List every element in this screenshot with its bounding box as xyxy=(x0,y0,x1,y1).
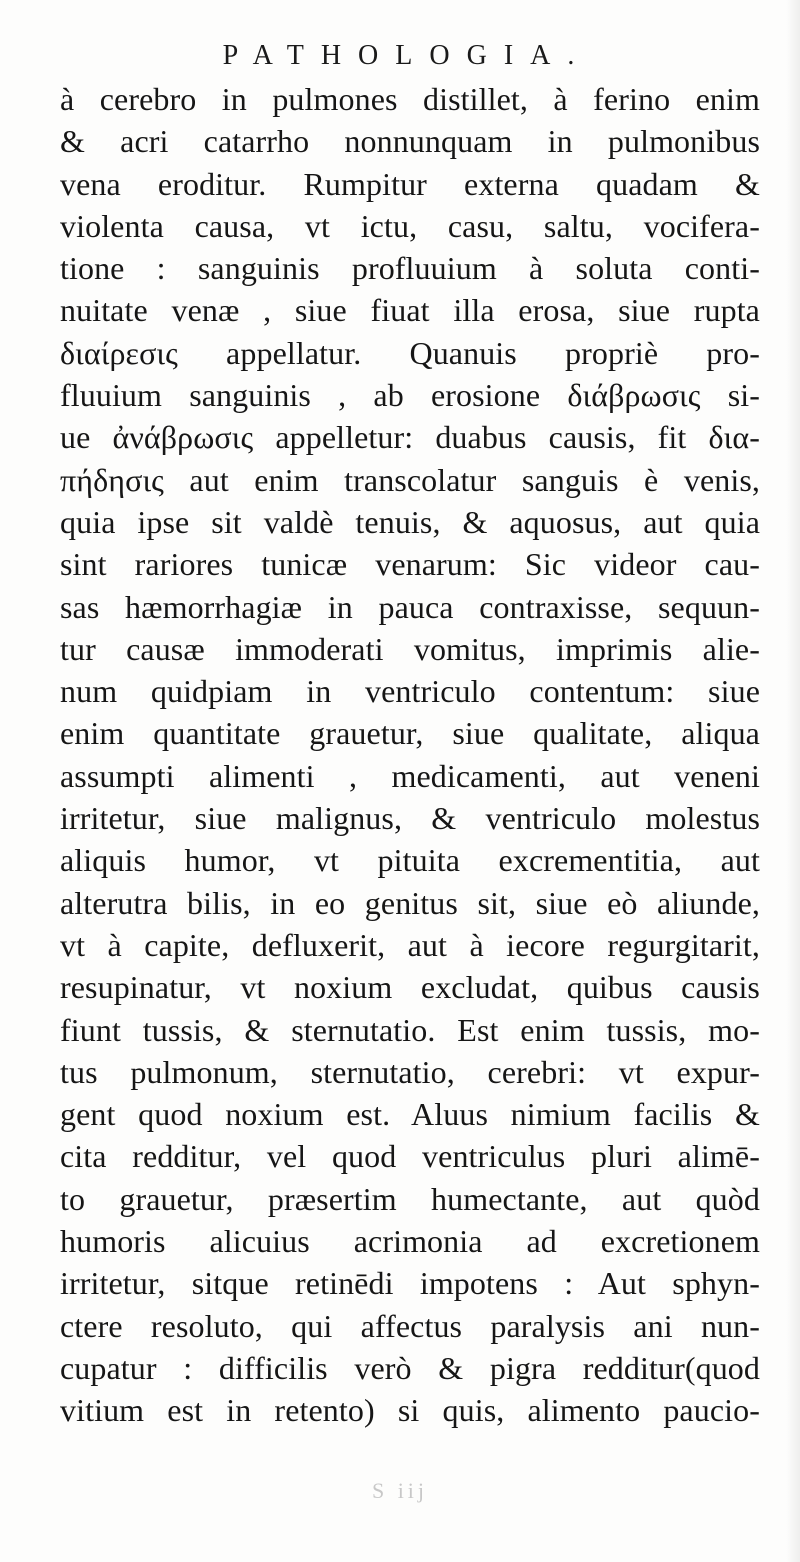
text-line: nuitate venæ , siue fiuat illa erosa, siue rupta xyxy=(60,292,760,329)
text-line: irritetur, sitque retinēdi impotens : Aut sphyn- xyxy=(60,1265,760,1302)
text-line: vitium est in retento) si quis, alimento paucio- xyxy=(60,1392,760,1429)
text-line: num quidpiam in ventriculo contentum: siue xyxy=(60,673,760,710)
text-line: fiunt tussis, & sternutatio. Est enim tussis, mo- xyxy=(60,1011,760,1048)
text-line: resupinatur, vt noxium excludat, quibus causis xyxy=(60,969,760,1006)
text-line: tione : sanguinis profluuium à soluta conti- xyxy=(60,250,760,287)
text-line: assumpti alimenti , medicamenti, aut veneni xyxy=(60,757,760,794)
text-line: enim quantitate grauetur, siue qualitate, aliqua xyxy=(60,715,760,752)
text-line: πήδησις aut enim transcolatur sanguis è venis, xyxy=(60,461,760,498)
text-line: sas hæmorrhagiæ in pauca contraxisse, sequun- xyxy=(60,588,760,625)
text-line: fluuium sanguinis , ab erosione διάβρωσις si- xyxy=(60,377,760,414)
text-line: à cerebro in pulmones distillet, à ferino enim xyxy=(60,81,760,117)
page-edge-shadow xyxy=(786,0,800,1562)
text-line: διαίρεσις appellatur. Quanuis propriè pro- xyxy=(60,334,760,371)
text-line: tur causæ immoderati vomitus, imprimis alie- xyxy=(60,630,760,667)
text-line: ue ἀνάβρωσις appelletur: duabus causis, fit δια- xyxy=(60,419,760,456)
text-line: tus pulmonum, sternutatio, cerebri: vt expur- xyxy=(60,1053,760,1090)
text-line: sint rariores tunicæ venarum: Sic videor cau- xyxy=(60,546,760,583)
running-head: PATHOLOGIA. xyxy=(222,40,592,71)
text-line: gent quod noxium est. Aluus nimium facilis & xyxy=(60,1096,760,1133)
text-line: alterutra bilis, in eo genitus sit, siue eò aliunde, xyxy=(60,884,760,921)
text-line: irritetur, siue malignus, & ventriculo molestus xyxy=(60,800,760,837)
text-line: aliquis humor, vt pituita excrementitia, aut xyxy=(60,842,760,879)
text-line: & acri catarrho nonnunquam in pulmonibus xyxy=(60,123,760,160)
text-line: vt à capite, defluxerit, aut à iecore regurgitarit, xyxy=(60,926,760,963)
text-line: quia ipse sit valdè tenuis, & aquosus, aut quia xyxy=(60,503,760,540)
body-text xyxy=(60,78,760,1432)
text-line: cupatur : difficilis verò & pigra redditur(quod xyxy=(60,1349,760,1386)
text-line: ctere resoluto, qui affectus paralysis ani nun- xyxy=(60,1307,760,1344)
text-line: humoris alicuius acrimonia ad excretionem xyxy=(60,1223,760,1260)
text-line: violenta causa, vt ictu, casu, saltu, vocifera- xyxy=(60,207,760,244)
text-line: cita redditur, vel quod ventriculus pluri alimē- xyxy=(60,1138,760,1175)
text-line: vena eroditur. Rumpitur externa quadam & xyxy=(60,165,760,202)
text-line: to grauetur, præsertim humectante, aut quòd xyxy=(60,1180,760,1217)
signature-mark: S iij xyxy=(371,1478,429,1503)
